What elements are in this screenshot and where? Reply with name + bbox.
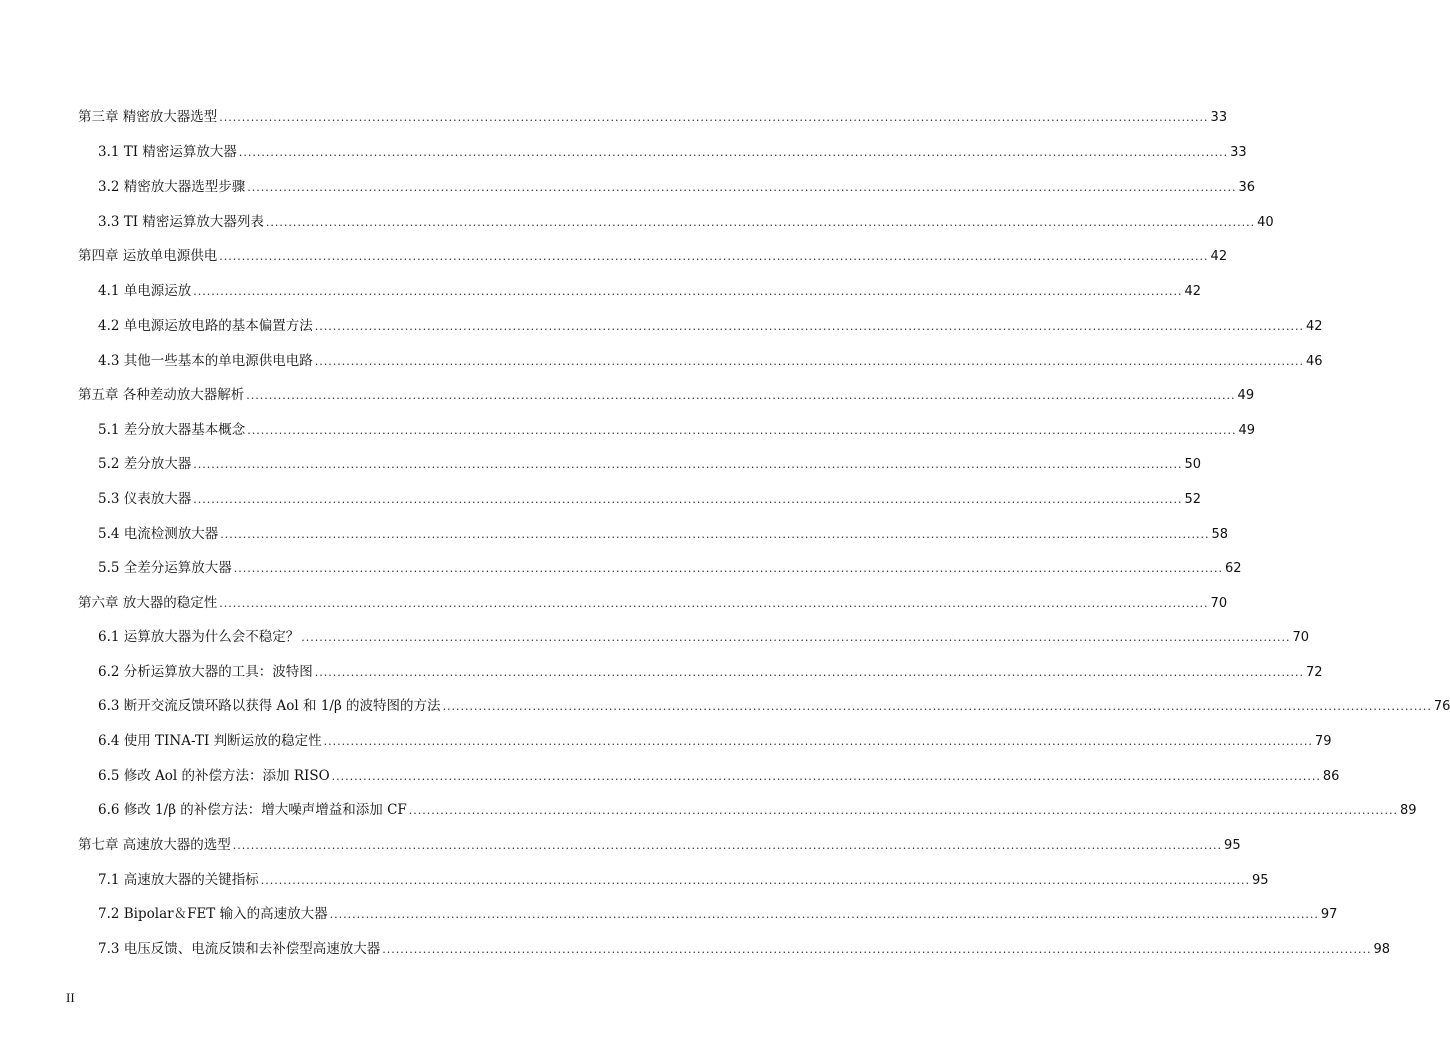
toc-page-number: 76 <box>1433 699 1450 714</box>
toc-page-number: 33 <box>1210 110 1228 125</box>
toc-entry-label: 第七章 高速放大器的选型 <box>78 837 231 853</box>
toc-leader-dots: ............................................................................................................................................................................................................................ <box>193 458 1183 471</box>
toc-page-number: 89 <box>1400 803 1417 818</box>
toc-entry-label: 7.3 电压反馈、电流反馈和去补偿型高速放大器 <box>98 941 381 957</box>
toc-leader-dots: ............................................................................................................................................................................................................................ <box>219 111 1209 124</box>
toc-entry-label: 6.1 运算放大器为什么会不稳定？ <box>98 629 300 645</box>
toc-entry[interactable] <box>98 732 1332 751</box>
toc-page-number: 52 <box>1184 492 1202 507</box>
toc-entry-label: 第四章 运放单电源供电 <box>78 248 218 264</box>
toc-entry-label: 6.5 修改 Aol 的补偿方法：添加 RISO <box>98 768 330 784</box>
toc-entry[interactable] <box>98 178 1256 197</box>
toc-entry[interactable] <box>98 525 1229 544</box>
page-number-footer: II <box>66 990 75 1005</box>
toc-entry[interactable] <box>98 317 1323 336</box>
toc-page-number: 50 <box>1184 457 1202 472</box>
toc-entry-label: 3.1 TI 精密运算放大器 <box>98 144 237 160</box>
toc-page-number: 49 <box>1238 423 1256 438</box>
toc-leader-dots: ............................................................................................................................................................................................................................ <box>247 181 1237 194</box>
toc-entry[interactable] <box>98 490 1202 509</box>
toc-leader-dots: ............................................................................................................................................................................................................................ <box>442 700 1432 713</box>
toc-entry-label: 6.2 分析运算放大器的工具：波特图 <box>98 664 313 680</box>
toc-entry[interactable] <box>78 594 1228 613</box>
toc-entry[interactable] <box>78 108 1228 127</box>
toc-page-number: 70 <box>1210 596 1228 611</box>
toc-entry-label: 第五章 各种差动放大器解析 <box>78 387 245 403</box>
toc-leader-dots: ............................................................................................................................................................................................................................ <box>301 631 1291 644</box>
toc-page-number: 58 <box>1211 527 1229 542</box>
toc-entry-label: 4.2 单电源运放电路的基本偏置方法 <box>98 318 313 334</box>
toc-leader-dots: ............................................................................................................................................................................................................................ <box>193 493 1183 506</box>
toc-page-number: 42 <box>1306 319 1323 334</box>
toc-entry[interactable] <box>98 559 1242 578</box>
toc-entry-label: 6.3 断开交流反馈环路以获得 Aol 和 1/β 的波特图的方法 <box>98 698 441 714</box>
toc-entry-label: 4.1 单电源运放 <box>98 283 192 299</box>
toc-page-number: 86 <box>1322 769 1340 784</box>
toc-page-number: 95 <box>1252 873 1269 888</box>
toc-page-number: 42 <box>1184 284 1202 299</box>
toc-leader-dots: ............................................................................................................................................................................................................................ <box>219 250 1209 263</box>
toc-entry[interactable] <box>98 421 1256 440</box>
toc-leader-dots: ............................................................................................................................................................................................................................ <box>246 389 1236 402</box>
toc-entry[interactable] <box>98 871 1269 890</box>
toc-entry[interactable] <box>98 940 1391 959</box>
toc-entry-label: 5.5 全差分运算放大器 <box>98 560 232 576</box>
toc-entry-label: 7.1 高速放大器的关键指标 <box>98 872 259 888</box>
toc-leader-dots: ............................................................................................................................................................................................................................ <box>314 355 1305 368</box>
toc-entry-label: 第六章 放大器的稳定性 <box>78 595 218 611</box>
toc-leader-dots: ............................................................................................................................................................................................................................ <box>314 320 1305 333</box>
toc-leader-dots: ............................................................................................................................................................................................................................ <box>232 839 1223 852</box>
toc-entry[interactable] <box>98 697 1450 716</box>
toc-leader-dots: ............................................................................................................................................................................................................................ <box>220 528 1210 541</box>
toc-leader-dots: ............................................................................................................................................................................................................................ <box>323 735 1313 748</box>
toc-leader-dots: ............................................................................................................................................................................................................................ <box>247 424 1237 437</box>
toc-leader-dots: ............................................................................................................................................................................................................................ <box>193 285 1183 298</box>
toc-entry[interactable] <box>98 663 1323 682</box>
toc-page-number: 33 <box>1230 145 1247 160</box>
toc-entry[interactable] <box>98 282 1202 301</box>
toc-entry-label: 3.2 精密放大器选型步骤 <box>98 179 246 195</box>
toc-entry-label: 3.3 TI 精密运算放大器列表 <box>98 214 264 230</box>
toc-entry[interactable] <box>98 767 1340 786</box>
toc-entry[interactable] <box>98 455 1202 474</box>
toc-page-number: 70 <box>1292 630 1310 645</box>
toc-entry[interactable] <box>98 213 1274 232</box>
toc-entry-label: 5.3 仪表放大器 <box>98 491 192 507</box>
toc-entry[interactable] <box>98 628 1310 647</box>
toc-leader-dots: ............................................................................................................................................................................................................................ <box>260 874 1251 887</box>
toc-entry[interactable] <box>78 386 1255 405</box>
toc-page-number: 42 <box>1210 249 1228 264</box>
toc-page-number: 95 <box>1224 838 1241 853</box>
toc-leader-dots: ............................................................................................................................................................................................................................ <box>408 804 1399 817</box>
toc-page-number: 98 <box>1373 942 1391 957</box>
toc-entry-label: 7.2 Bipolar＆FET 输入的高速放大器 <box>98 906 328 922</box>
toc-entry[interactable] <box>98 801 1417 820</box>
toc-page-number: 46 <box>1306 354 1323 369</box>
toc-entry-label: 5.1 差分放大器基本概念 <box>98 422 246 438</box>
toc-leader-dots: ............................................................................................................................................................................................................................ <box>331 770 1321 783</box>
toc-entry-label: 6.6 修改 1/β 的补偿方法：增大噪声增益和添加 CF <box>98 802 407 818</box>
toc-entry-label: 5.4 电流检测放大器 <box>98 526 219 542</box>
toc-page-number: 79 <box>1314 734 1332 749</box>
toc-leader-dots: ............................................................................................................................................................................................................................ <box>233 562 1224 575</box>
toc-entry[interactable] <box>98 143 1247 162</box>
toc-page-number: 72 <box>1306 665 1323 680</box>
toc-entry[interactable] <box>98 905 1338 924</box>
toc-page-number: 97 <box>1320 907 1338 922</box>
toc-leader-dots: ............................................................................................................................................................................................................................ <box>382 943 1372 956</box>
toc-leader-dots: ............................................................................................................................................................................................................................ <box>238 146 1229 159</box>
toc-page-number: 49 <box>1237 388 1255 403</box>
toc-page-number: 40 <box>1257 215 1274 230</box>
toc-leader-dots: ............................................................................................................................................................................................................................ <box>314 666 1305 679</box>
toc-entry-label: 6.4 使用 TINA-TI 判断运放的稳定性 <box>98 733 322 749</box>
toc-entry-label: 第三章 精密放大器选型 <box>78 109 218 125</box>
toc-entry-label: 5.2 差分放大器 <box>98 456 192 472</box>
toc-leader-dots: ............................................................................................................................................................................................................................ <box>329 908 1319 921</box>
toc-entry-label: 4.3 其他一些基本的单电源供电电路 <box>98 353 313 369</box>
toc-entry[interactable] <box>98 352 1323 371</box>
toc-entry[interactable] <box>78 247 1228 266</box>
toc-leader-dots: ............................................................................................................................................................................................................................ <box>265 216 1256 229</box>
toc-leader-dots: ............................................................................................................................................................................................................................ <box>219 597 1209 610</box>
toc-page-number: 62 <box>1225 561 1242 576</box>
toc-page-number: 36 <box>1238 180 1256 195</box>
toc-entry[interactable] <box>78 836 1241 855</box>
